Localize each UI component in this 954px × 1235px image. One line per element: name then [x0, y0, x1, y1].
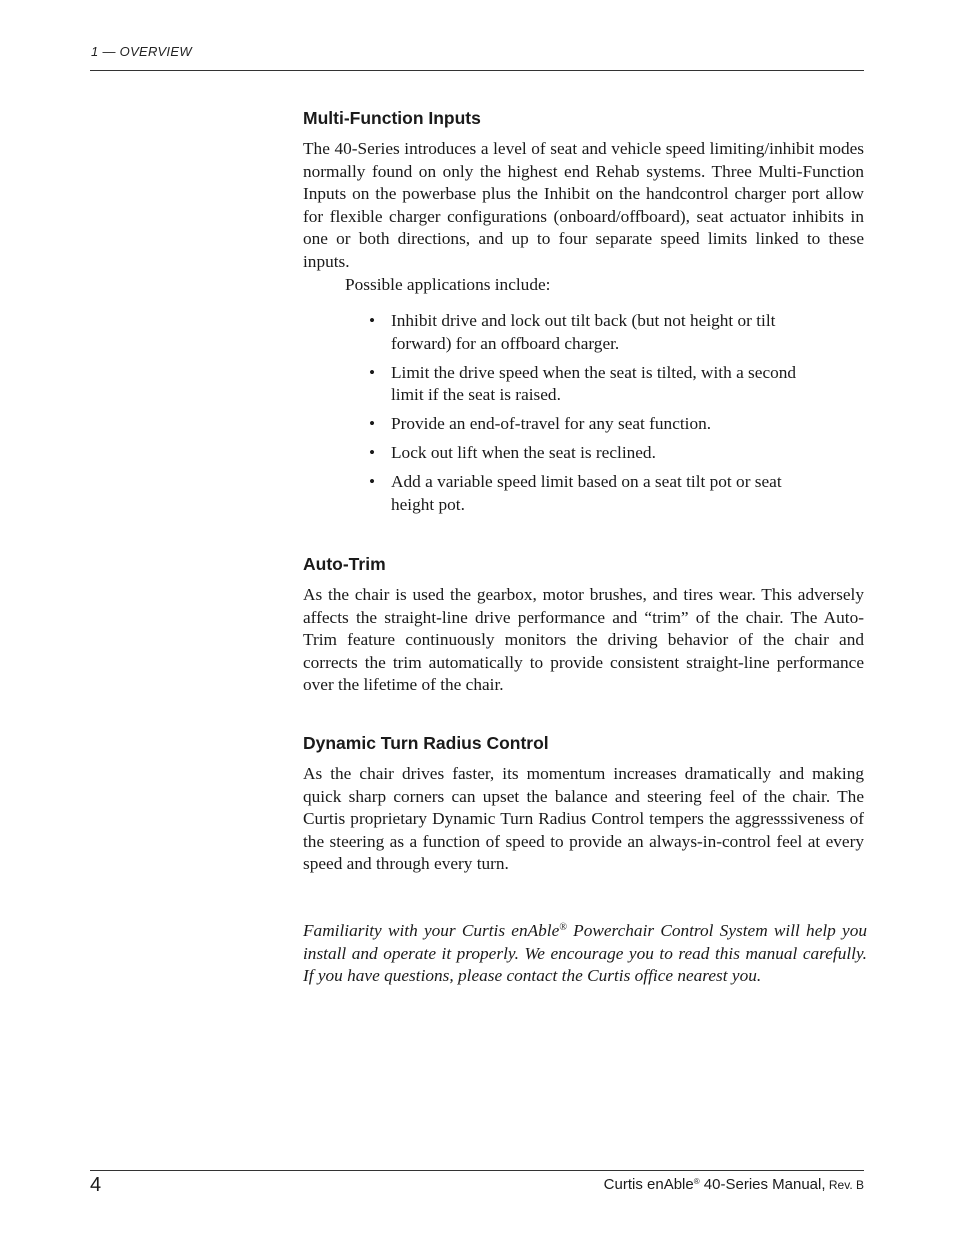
dynamic-turn-section: [303, 733, 864, 876]
bullet-icon: •: [369, 471, 376, 491]
list-item: • Add a variable speed limit based on a seat tilt pot or seat height pot.: [369, 471, 782, 514]
section-heading-auto-trim: Auto-Trim: [303, 554, 386, 575]
bullet-icon: •: [369, 311, 376, 331]
bullet-icon: •: [369, 362, 376, 382]
section-heading-dynamic-turn-radius: Dynamic Turn Radius Control: [303, 733, 549, 754]
footer-rule: [90, 1170, 864, 1171]
applications-list: [303, 310, 804, 516]
dynamic-turn-paragraph: As the chair drives faster, its momentum increases dramatically and making quick sharp corners can upset the balance and steering feel of the chair. The Curtis proprietary Dynamic Turn Radius Control tempers the aggresssiveness of the steering as a function of speed to provide an always-in-control feel at every speed and through every turn.: [303, 764, 864, 874]
revision-label: Rev. B: [825, 1178, 864, 1192]
multi-function-paragraph: The 40-Series introduces a level of seat and vehicle speed limiting/inhibit modes normally found on only the highest end Rehab systems. Three Multi-Function Inputs on the powerbase plus the Inhibit on the handcontrol charger port allow for flexible charger configurations (onboard/offboard), seat actuator inhibits in one or both directions, and up to four separate speed limits linked to these inputs.: [303, 139, 864, 271]
header-rule: [90, 70, 864, 71]
page-number: 4: [90, 1174, 102, 1196]
registered-mark: ®: [693, 1177, 700, 1186]
list-item: • Limit the drive speed when the seat is tilted, with a second limit if the seat is raised.: [369, 362, 797, 405]
bullet-icon: •: [369, 414, 376, 434]
footer-manual-title: Curtis enAble® 40-Series Manual, Rev. B: [603, 1176, 864, 1193]
auto-trim-paragraph: As the chair is used the gearbox, motor brushes, and tires wear. This adversely affects the straight-line drive performance and “trim” of the chair. The Auto-Trim feature continuously monitors the driving behavior of the chair and corrects the trim automatically to provide consistent straight-line performance over the lifetime of the chair.: [303, 585, 864, 695]
list-item: • Lock out lift when the seat is reclined.: [391, 442, 804, 465]
list-item: • Inhibit drive and lock out tilt back (but not height or tilt forward) for an offboard charger.: [369, 311, 776, 353]
bullet-icon: •: [369, 443, 376, 463]
list-item: • Provide an end-of-travel for any seat function.: [391, 413, 804, 436]
section-heading-multi-function-inputs: Multi-Function Inputs: [303, 108, 481, 128]
running-head: 1 — OVERVIEW: [91, 44, 192, 59]
auto-trim-section: [303, 554, 864, 697]
applications-lead-in: Possible applications include:: [345, 274, 551, 294]
closing-note: Familiarity with your Curtis enAble® Powerchair Control System will help you install and operate it properly. We encourage you to read this manual carefully. If you have questions, please contact the Curtis office nearest you.: [303, 921, 867, 986]
page-content: [303, 108, 867, 988]
registered-mark: ®: [559, 922, 567, 934]
